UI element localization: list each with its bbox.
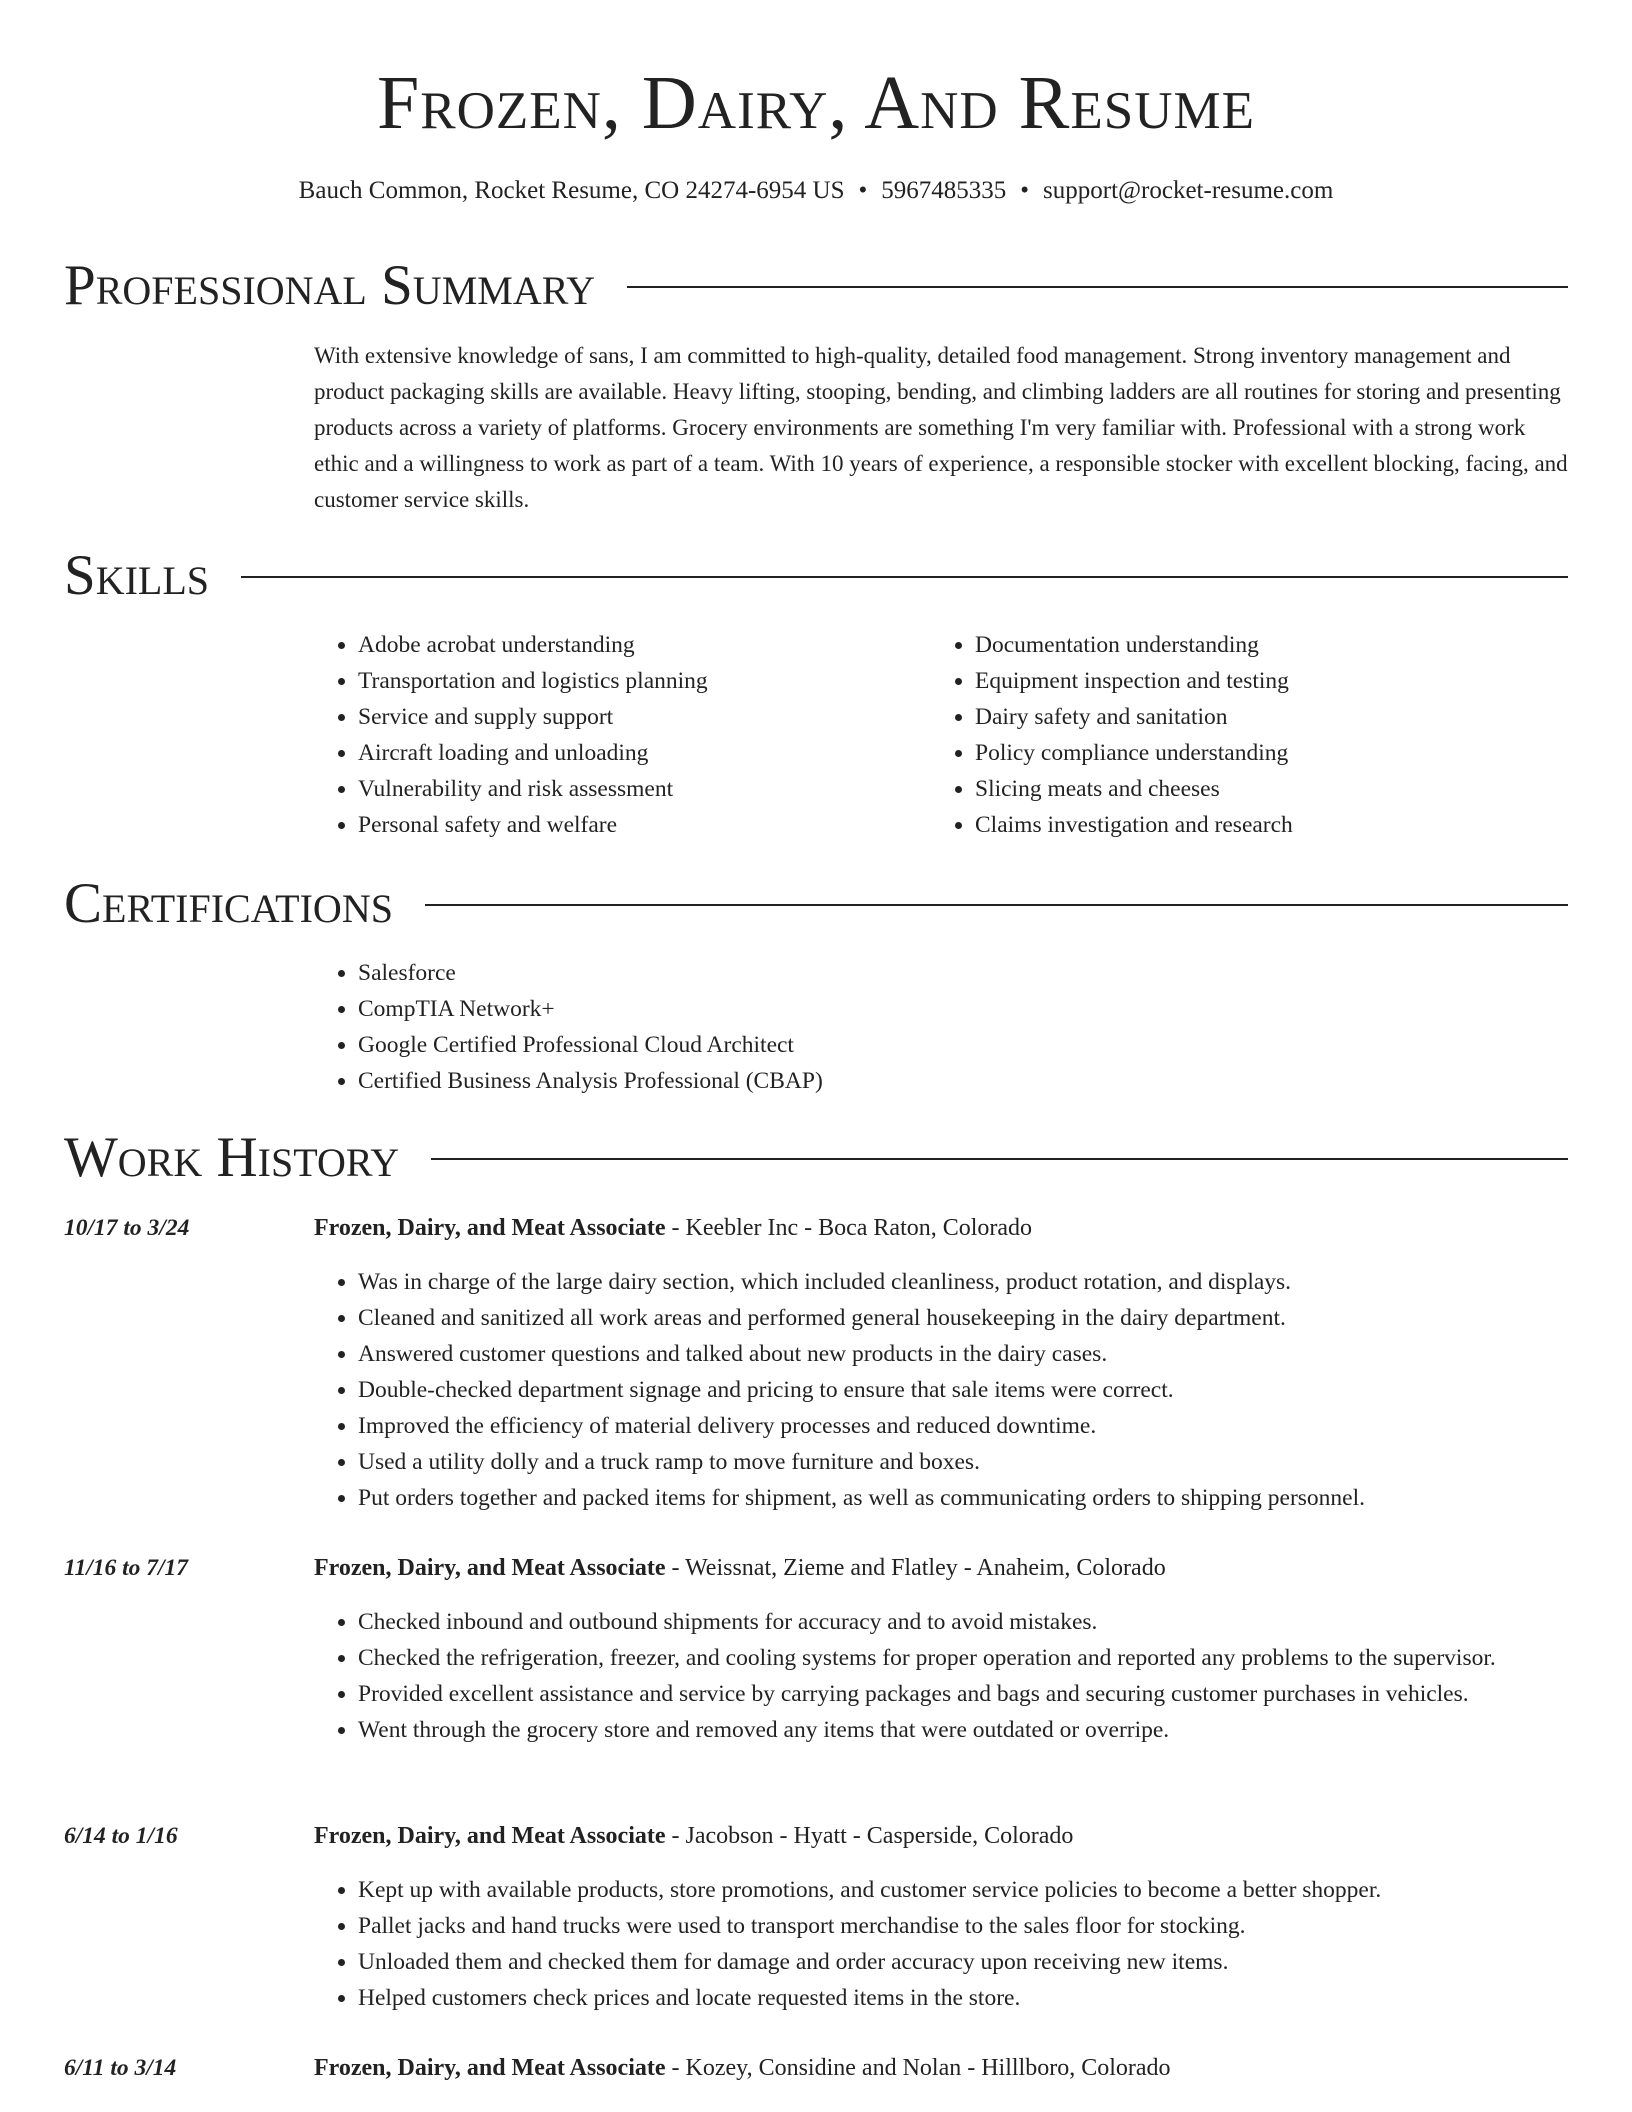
job-dates: 10/17 to 3/24 <box>64 1215 190 1241</box>
duty-item: • Was in charge of the large dairy section, which included cleanliness, product rotation, and displays. <box>358 1264 1594 1300</box>
duty-item: • Checked inbound and outbound shipments for accuracy and to avoid mistakes. <box>358 1604 1594 1640</box>
duty-item: • Put orders together and packed items for shipment, as well as communicating orders to shipping personnel. <box>358 1480 1594 1516</box>
certification-item: • Certified Business Analysis Professional (CBAP) <box>358 1063 823 1099</box>
contact-email: support@rocket-resume.com <box>1043 177 1334 204</box>
job-title: Frozen, Dairy, and Meat Associate <box>314 1555 666 1581</box>
duty-item: • Improved the efficiency of material delivery processes and reduced downtime. <box>358 1408 1594 1444</box>
duty-item: • Went through the grocery store and removed any items that were outdated or overripe. <box>358 1712 1594 1748</box>
duty-item: • Unloaded them and checked them for damage and order accuracy upon receiving new items. <box>358 1944 1594 1980</box>
certification-item: • CompTIA Network+ <box>358 991 823 1027</box>
certification-item: • Salesforce <box>358 955 823 991</box>
skill-item: • Documentation understanding <box>975 627 1293 663</box>
job-employer: - Keebler Inc - Boca Raton, Colorado <box>665 1215 1033 1241</box>
certifications-block <box>314 955 823 1099</box>
duties-list <box>314 1264 1594 1516</box>
job-title: Frozen, Dairy, and Meat Associate <box>314 1823 666 1849</box>
job-title-line <box>314 1818 1073 1854</box>
section-work-history <box>64 1126 1568 1190</box>
contact-separator: • <box>858 177 868 204</box>
section-title: Certifications <box>64 872 393 935</box>
section-title: Professional Summary <box>64 254 596 317</box>
certification-item: • Google Certified Professional Cloud Architect <box>358 1027 823 1063</box>
duty-item: • Provided excellent assistance and service by carrying packages and bags and securing customer purchases in vehicles. <box>358 1676 1594 1712</box>
skill-item: • Transportation and logistics planning <box>358 663 708 699</box>
job-employer: - Weissnat, Zieme and Flatley - Anaheim, Colorado <box>665 1555 1166 1581</box>
job-title: Frozen, Dairy, and Meat Associate <box>314 1215 666 1241</box>
duty-item: • Double-checked department signage and pricing to ensure that sale items were correct. <box>358 1372 1594 1408</box>
job-dates: 11/16 to 7/17 <box>64 1555 189 1581</box>
duty-item: • Pallet jacks and hand trucks were used to transport merchandise to the sales floor for stocking. <box>358 1908 1594 1944</box>
skill-item: • Dairy safety and sanitation <box>975 699 1293 735</box>
duty-item: • Helped customers check prices and locate requested items in the store. <box>358 1980 1594 2016</box>
skills-column-right <box>931 627 1293 843</box>
duty-item: • Checked the refrigeration, freezer, and cooling systems for proper operation and reported any problems to the supervisor. <box>358 1640 1594 1676</box>
skill-item: • Equipment inspection and testing <box>975 663 1293 699</box>
job-dates: 6/14 to 1/16 <box>64 1823 178 1849</box>
skill-item: • Service and supply support <box>358 699 708 735</box>
duties-list <box>314 1604 1594 1748</box>
skill-item: • Aircraft loading and unloading <box>358 735 708 771</box>
job-duties <box>314 1604 1594 1748</box>
section-divider <box>241 576 1568 578</box>
certifications-list <box>314 955 823 1099</box>
section-certifications <box>64 872 1568 936</box>
skill-item: • Claims investigation and research <box>975 807 1293 843</box>
job-employer: - Jacobson - Hyatt - Casperside, Colorado <box>665 1823 1074 1849</box>
contact-line <box>0 175 1632 207</box>
contact-phone: 5967485335 <box>881 177 1007 204</box>
skill-item: • Slicing meats and cheeses <box>975 771 1293 807</box>
job-title-line <box>314 1550 1166 1586</box>
skills-column-left <box>314 627 708 843</box>
job-duties <box>314 1264 1594 1516</box>
skill-item: • Personal safety and welfare <box>358 807 708 843</box>
duty-item: • Kept up with available products, store promotions, and customer service policies to become a better shopper. <box>358 1872 1594 1908</box>
contact-address: Bauch Common, Rocket Resume, CO 24274-6954 US <box>298 177 845 204</box>
duty-item: • Used a utility dolly and a truck ramp to move furniture and boxes. <box>358 1444 1594 1480</box>
summary-paragraph: With extensive knowledge of sans, I am committed to high-quality, detailed food management. Strong inventory management and product packaging skills are available. Heavy lifting, stooping, bending, and climbing ladders are all routines for storing and presenting products across a variety of platforms. Grocery environments are something I'm very familiar with. Professional with a strong work ethic and a willingness to work as part of a team. With 10 years of experience, a responsible stocker with excellent blocking, facing, and customer service skills. <box>314 343 1568 512</box>
section-professional-summary <box>64 254 1568 318</box>
duty-item: • Cleaned and sanitized all work areas and performed general housekeeping in the dairy department. <box>358 1300 1594 1336</box>
job-employer: - Kozey, Considine and Nolan - Hilllboro, Colorado <box>665 2055 1171 2081</box>
duties-list <box>314 1872 1594 2016</box>
resume-name: Frozen, Dairy, And Resume <box>377 61 1255 145</box>
section-skills <box>64 544 1568 608</box>
duty-item: • Answered customer questions and talked about new products in the dairy cases. <box>358 1336 1594 1372</box>
job-title: Frozen, Dairy, and Meat Associate <box>314 2055 666 2081</box>
skill-item: • Adobe acrobat understanding <box>358 627 708 663</box>
job-title-line <box>314 1210 1032 1246</box>
job-dates: 6/11 to 3/14 <box>64 2055 177 2081</box>
job-title-line <box>314 2050 1171 2086</box>
skill-item: • Policy compliance understanding <box>975 735 1293 771</box>
section-title: Work History <box>64 1126 400 1189</box>
section-title: Skills <box>64 544 210 607</box>
section-divider <box>431 1158 1568 1160</box>
skills-list <box>931 627 1293 843</box>
section-divider <box>627 286 1568 288</box>
skill-item: • Vulnerability and risk assessment <box>358 771 708 807</box>
contact-separator: • <box>1020 177 1030 204</box>
skills-list <box>314 627 708 843</box>
section-divider <box>425 904 1568 906</box>
job-duties <box>314 1872 1594 2016</box>
